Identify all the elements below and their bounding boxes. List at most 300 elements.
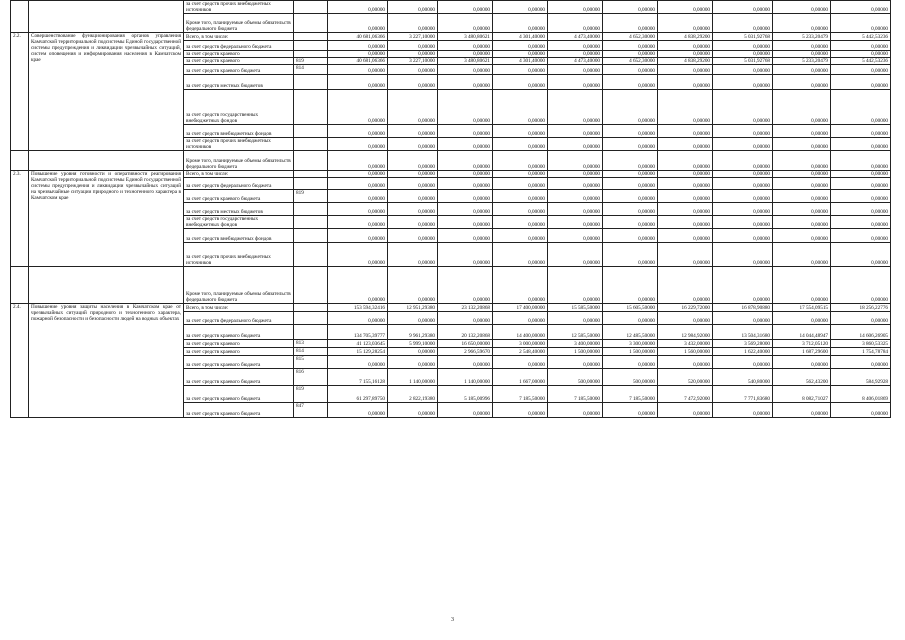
table-row — [11, 1, 891, 14]
amount-cell: 0,00000 — [713, 356, 773, 369]
amount-cell: 3 432,00000 — [658, 340, 713, 348]
amount-cell: 0,00000 — [388, 312, 438, 325]
amount-cell: 12 951,29380 — [388, 304, 438, 312]
amount-cell: 0,00000 — [773, 171, 831, 178]
amount-cell: 0,00000 — [713, 203, 773, 216]
amount-cell: 0,00000 — [493, 151, 548, 171]
item-number — [11, 151, 29, 171]
amount-cell: 0,00000 — [603, 229, 658, 243]
amount-cell: 3 300,00000 — [603, 340, 658, 348]
amount-cell: 0,00000 — [831, 203, 891, 216]
amount-cell: 0,00000 — [438, 243, 493, 267]
amount-cell: 0,00000 — [388, 151, 438, 171]
amount-cell: 12 984,92000 — [658, 325, 713, 340]
amount-cell: 12 585,50000 — [548, 325, 603, 340]
item-number — [11, 267, 29, 304]
amount-cell: 0,00000 — [438, 151, 493, 171]
amount-cell: 0,00000 — [328, 403, 388, 418]
amount-cell: 0,00000 — [658, 229, 713, 243]
item-number: 2.2. — [11, 33, 29, 151]
amount-cell: 1 667,00000 — [493, 369, 548, 386]
amount-cell: 0,00000 — [831, 171, 891, 178]
amount-cell: 0,00000 — [658, 51, 713, 58]
amount-cell: 0,00000 — [658, 312, 713, 325]
amount-cell: 0,00000 — [388, 125, 438, 138]
amount-cell: 0,00000 — [603, 267, 658, 304]
amount-cell: 0,00000 — [438, 216, 493, 229]
amount-cell: 0,00000 — [603, 403, 658, 418]
budget-code: 814 — [294, 65, 328, 75]
amount-cell: 0,00000 — [658, 190, 713, 203]
amount-cell: 0,00000 — [603, 125, 658, 138]
amount-cell: 41 123,03645 — [328, 340, 388, 348]
amount-cell: 0,00000 — [773, 312, 831, 325]
amount-cell: 0,00000 — [603, 14, 658, 33]
amount-cell: 1 140,00000 — [388, 369, 438, 386]
amount-cell: 14 606,26905 — [831, 325, 891, 340]
amount-cell: 0,00000 — [548, 178, 603, 190]
amount-cell: 0,00000 — [658, 125, 713, 138]
funding-source: Всего, в том числе: — [184, 171, 294, 178]
amount-cell: 0,00000 — [328, 312, 388, 325]
amount-cell: 134 705,39777 — [328, 325, 388, 340]
amount-cell: 0,00000 — [438, 190, 493, 203]
amount-cell: 0,00000 — [548, 203, 603, 216]
amount-cell: 5 442,53236 — [831, 33, 891, 41]
amount-cell: 4 301,40000 — [493, 33, 548, 41]
amount-cell: 0,00000 — [438, 178, 493, 190]
amount-cell: 0,00000 — [388, 216, 438, 229]
amount-cell: 0,00000 — [548, 356, 603, 369]
amount-cell: 0,00000 — [773, 229, 831, 243]
amount-cell: 1 622,40000 — [713, 348, 773, 356]
budget-code — [294, 229, 328, 243]
amount-cell: 0,00000 — [831, 403, 891, 418]
amount-cell: 8 082,71027 — [773, 386, 831, 403]
funding-source: за счет средств прочих внебюджетных источников — [184, 1, 294, 14]
budget-table — [10, 0, 891, 418]
amount-cell: 0,00000 — [493, 65, 548, 75]
amount-cell: 0,00000 — [603, 138, 658, 151]
amount-cell: 0,00000 — [831, 41, 891, 51]
amount-cell: 0,00000 — [831, 138, 891, 151]
amount-cell: 0,00000 — [658, 243, 713, 267]
amount-cell: 0,00000 — [388, 14, 438, 33]
amount-cell: 0,00000 — [493, 178, 548, 190]
budget-code: 847 — [294, 403, 328, 418]
amount-cell: 0,00000 — [773, 90, 831, 125]
amount-cell: 5 031,92768 — [713, 33, 773, 41]
amount-cell: 0,00000 — [773, 203, 831, 216]
amount-cell: 0,00000 — [328, 356, 388, 369]
amount-cell: 0,00000 — [658, 90, 713, 125]
budget-code: 813 — [294, 340, 328, 348]
budget-code — [294, 312, 328, 325]
amount-cell: 1 754,78784 — [831, 348, 891, 356]
amount-cell: 0,00000 — [603, 75, 658, 90]
amount-cell: 0,00000 — [773, 125, 831, 138]
amount-cell: 40 681,06366 — [328, 58, 388, 65]
budget-code — [294, 178, 328, 190]
amount-cell: 0,00000 — [658, 203, 713, 216]
amount-cell: 14 400,00000 — [493, 325, 548, 340]
amount-cell: 0,00000 — [713, 151, 773, 171]
amount-cell: 16 878,90880 — [713, 304, 773, 312]
amount-cell: 0,00000 — [493, 75, 548, 90]
amount-cell: 2 548,40000 — [493, 348, 548, 356]
amount-cell: 61 297,89750 — [328, 386, 388, 403]
funding-source: за счет средств внебюджетных фондов — [184, 229, 294, 243]
funding-source: Всего, в том числе: — [184, 33, 294, 41]
amount-cell: 0,00000 — [603, 171, 658, 178]
measure-description: Совершенствование функционирования органов управления Камчатской территориальной подсистемы Единой государственной системы предупреждения и ликвидации чрезвычайных ситуаций, систем оповещения и информирования населения в Камчатском крае — [29, 33, 184, 151]
amount-cell: 0,00000 — [831, 75, 891, 90]
amount-cell: 0,00000 — [328, 216, 388, 229]
amount-cell: 0,00000 — [658, 75, 713, 90]
funding-source: за счет средств федерального бюджета — [184, 178, 294, 190]
amount-cell: 3 860,53325 — [831, 340, 891, 348]
budget-code: 819 — [294, 58, 328, 65]
amount-cell: 7 185,50000 — [548, 386, 603, 403]
amount-cell: 0,00000 — [831, 178, 891, 190]
amount-cell: 0,00000 — [493, 243, 548, 267]
budget-table-body — [11, 1, 891, 418]
amount-cell: 0,00000 — [328, 14, 388, 33]
funding-source: за счет средств местных бюджетов — [184, 75, 294, 90]
amount-cell: 0,00000 — [603, 203, 658, 216]
amount-cell: 5 999,10000 — [388, 340, 438, 348]
amount-cell: 0,00000 — [713, 178, 773, 190]
amount-cell: 0,00000 — [658, 151, 713, 171]
amount-cell: 0,00000 — [328, 190, 388, 203]
amount-cell: 0,00000 — [658, 14, 713, 33]
amount-cell: 0,00000 — [713, 403, 773, 418]
amount-cell: 0,00000 — [548, 312, 603, 325]
amount-cell: 3 712,05120 — [773, 340, 831, 348]
budget-code: 814 — [294, 348, 328, 356]
budget-code — [294, 33, 328, 41]
amount-cell: 0,00000 — [831, 51, 891, 58]
funding-source: за счет средств краевого бюджета — [184, 403, 294, 418]
amount-cell: 0,00000 — [713, 51, 773, 58]
funding-source: за счет средств государственных внебюджетных фондов — [184, 216, 294, 229]
funding-source: за счет средств прочих внебюджетных источников — [184, 243, 294, 267]
funding-source: за счет средств федерального бюджета — [184, 312, 294, 325]
funding-source: за счет средств краевого — [184, 51, 294, 58]
amount-cell: 4 838,29200 — [658, 58, 713, 65]
amount-cell: 584,92928 — [831, 369, 891, 386]
amount-cell: 4 838,29200 — [658, 33, 713, 41]
amount-cell: 0,00000 — [328, 90, 388, 125]
amount-cell: 0,00000 — [713, 41, 773, 51]
amount-cell: 0,00000 — [831, 216, 891, 229]
amount-cell: 0,00000 — [773, 151, 831, 171]
amount-cell: 3 227,10000 — [388, 33, 438, 41]
amount-cell: 18 256,22776 — [831, 304, 891, 312]
amount-cell: 540,80000 — [713, 369, 773, 386]
item-number — [11, 1, 29, 33]
amount-cell: 4 473,40000 — [548, 33, 603, 41]
amount-cell: 12 485,50000 — [603, 325, 658, 340]
amount-cell: 0,00000 — [658, 171, 713, 178]
amount-cell: 0,00000 — [658, 178, 713, 190]
amount-cell: 0,00000 — [438, 51, 493, 58]
amount-cell: 0,00000 — [658, 403, 713, 418]
amount-cell: 3 480,80621 — [438, 33, 493, 41]
amount-cell: 0,00000 — [713, 1, 773, 14]
budget-code — [294, 325, 328, 340]
amount-cell: 153 594,32416 — [328, 304, 388, 312]
amount-cell: 0,00000 — [493, 267, 548, 304]
amount-cell: 0,00000 — [388, 229, 438, 243]
funding-source: за счет средств государственных внебюджетных фондов — [184, 90, 294, 125]
amount-cell: 0,00000 — [388, 51, 438, 58]
amount-cell: 0,00000 — [328, 125, 388, 138]
amount-cell: 0,00000 — [773, 138, 831, 151]
table-row — [11, 151, 891, 171]
amount-cell: 0,00000 — [713, 267, 773, 304]
funding-source: за счет средств краевого бюджета — [184, 65, 294, 75]
amount-cell: 0,00000 — [713, 229, 773, 243]
amount-cell: 5 185,00996 — [438, 386, 493, 403]
amount-cell: 0,00000 — [438, 41, 493, 51]
amount-cell: 7 155,16128 — [328, 369, 388, 386]
amount-cell: 0,00000 — [493, 403, 548, 418]
amount-cell: 5 031,92768 — [713, 58, 773, 65]
amount-cell: 17 400,00000 — [493, 304, 548, 312]
measure-description: Повышение уровня защиты населения в Камчатском крае от чрезвычайных ситуаций природного и техногенного характера, пожарной безопасности и безопасности людей на водных объектах — [29, 304, 184, 418]
amount-cell: 0,00000 — [493, 125, 548, 138]
amount-cell: 0,00000 — [548, 125, 603, 138]
amount-cell: 0,00000 — [548, 229, 603, 243]
amount-cell: 0,00000 — [713, 312, 773, 325]
amount-cell: 0,00000 — [493, 51, 548, 58]
amount-cell: 15 605,50000 — [603, 304, 658, 312]
amount-cell: 0,00000 — [713, 243, 773, 267]
amount-cell: 0,00000 — [713, 90, 773, 125]
amount-cell: 0,00000 — [328, 203, 388, 216]
amount-cell: 0,00000 — [773, 190, 831, 203]
amount-cell: 0,00000 — [603, 41, 658, 51]
budget-table-sheet — [10, 0, 890, 418]
amount-cell: 0,00000 — [438, 125, 493, 138]
amount-cell: 0,00000 — [328, 171, 388, 178]
amount-cell: 0,00000 — [548, 243, 603, 267]
funding-source: за счет средств внебюджетных фондов — [184, 125, 294, 138]
amount-cell: 0,00000 — [603, 178, 658, 190]
amount-cell: 0,00000 — [773, 41, 831, 51]
amount-cell: 3 000,00000 — [493, 340, 548, 348]
amount-cell: 0,00000 — [548, 171, 603, 178]
amount-cell: 0,00000 — [493, 356, 548, 369]
amount-cell: 0,00000 — [713, 171, 773, 178]
amount-cell: 7 771,83680 — [713, 386, 773, 403]
amount-cell: 16 650,00000 — [438, 340, 493, 348]
amount-cell: 0,00000 — [438, 203, 493, 216]
amount-cell: 0,00000 — [831, 125, 891, 138]
amount-cell: 0,00000 — [773, 1, 831, 14]
amount-cell: 0,00000 — [603, 151, 658, 171]
amount-cell: 0,00000 — [388, 203, 438, 216]
amount-cell: 0,00000 — [388, 348, 438, 356]
amount-cell: 0,00000 — [388, 1, 438, 14]
amount-cell: 5 442,53236 — [831, 58, 891, 65]
amount-cell: 0,00000 — [493, 216, 548, 229]
amount-cell: 0,00000 — [388, 243, 438, 267]
amount-cell: 0,00000 — [831, 1, 891, 14]
budget-code — [294, 243, 328, 267]
amount-cell: 0,00000 — [658, 356, 713, 369]
amount-cell: 0,00000 — [713, 138, 773, 151]
amount-cell: 0,00000 — [328, 65, 388, 75]
amount-cell: 0,00000 — [388, 190, 438, 203]
measure-description — [29, 267, 184, 304]
amount-cell: 0,00000 — [438, 1, 493, 14]
amount-cell: 0,00000 — [328, 267, 388, 304]
amount-cell: 0,00000 — [388, 90, 438, 125]
amount-cell: 4 301,40000 — [493, 58, 548, 65]
amount-cell: 0,00000 — [713, 75, 773, 90]
amount-cell: 20 132,20868 — [438, 325, 493, 340]
amount-cell: 0,00000 — [831, 356, 891, 369]
amount-cell: 0,00000 — [548, 41, 603, 51]
amount-cell: 0,00000 — [548, 138, 603, 151]
funding-source: за счет средств местных бюджетов — [184, 203, 294, 216]
amount-cell: 0,00000 — [438, 65, 493, 75]
amount-cell: 0,00000 — [658, 41, 713, 51]
amount-cell: 520,00000 — [658, 369, 713, 386]
budget-code — [294, 125, 328, 138]
amount-cell: 0,00000 — [438, 356, 493, 369]
amount-cell: 0,00000 — [388, 403, 438, 418]
amount-cell: 0,00000 — [493, 14, 548, 33]
amount-cell: 0,00000 — [831, 190, 891, 203]
amount-cell: 0,00000 — [328, 151, 388, 171]
amount-cell: 0,00000 — [548, 14, 603, 33]
amount-cell: 9 961,29380 — [388, 325, 438, 340]
budget-code: 815 — [294, 356, 328, 369]
funding-source: за счет средств федерального бюджета — [184, 41, 294, 51]
funding-source: за счет средств краевого бюджета — [184, 190, 294, 203]
amount-cell: 1 500,00000 — [548, 348, 603, 356]
amount-cell: 0,00000 — [603, 51, 658, 58]
amount-cell: 0,00000 — [493, 190, 548, 203]
amount-cell: 0,00000 — [438, 312, 493, 325]
amount-cell: 0,00000 — [548, 65, 603, 75]
amount-cell: 0,00000 — [773, 178, 831, 190]
amount-cell: 3 400,00000 — [548, 340, 603, 348]
amount-cell: 0,00000 — [713, 14, 773, 33]
amount-cell: 0,00000 — [773, 216, 831, 229]
amount-cell: 0,00000 — [603, 90, 658, 125]
amount-cell: 0,00000 — [603, 356, 658, 369]
budget-code — [294, 171, 328, 178]
budget-code — [294, 14, 328, 33]
amount-cell: 0,00000 — [831, 312, 891, 325]
amount-cell: 0,00000 — [493, 171, 548, 178]
amount-cell: 0,00000 — [773, 403, 831, 418]
funding-source: за счет средств краевого бюджета — [184, 386, 294, 403]
amount-cell: 0,00000 — [493, 90, 548, 125]
funding-source: за счет средств прочих внебюджетных источников — [184, 138, 294, 151]
amount-cell: 2 822,19380 — [388, 386, 438, 403]
budget-code — [294, 304, 328, 312]
amount-cell: 0,00000 — [773, 75, 831, 90]
table-row — [11, 33, 891, 41]
amount-cell: 1 560,00000 — [658, 348, 713, 356]
amount-cell: 0,00000 — [438, 138, 493, 151]
budget-code — [294, 41, 328, 51]
amount-cell: 0,00000 — [328, 138, 388, 151]
amount-cell: 0,00000 — [773, 14, 831, 33]
amount-cell: 16 229,72000 — [658, 304, 713, 312]
amount-cell: 0,00000 — [388, 178, 438, 190]
amount-cell: 15 585,50000 — [548, 304, 603, 312]
amount-cell: 0,00000 — [713, 216, 773, 229]
amount-cell: 0,00000 — [548, 190, 603, 203]
amount-cell: 1 687,29600 — [773, 348, 831, 356]
amount-cell: 3 480,80621 — [438, 58, 493, 65]
budget-code — [294, 267, 328, 304]
amount-cell: 0,00000 — [438, 75, 493, 90]
amount-cell: 40 681,06366 — [328, 33, 388, 41]
amount-cell: 0,00000 — [493, 138, 548, 151]
amount-cell: 5 233,20479 — [773, 33, 831, 41]
amount-cell: 0,00000 — [328, 51, 388, 58]
amount-cell: 0,00000 — [773, 65, 831, 75]
amount-cell: 0,00000 — [388, 65, 438, 75]
amount-cell: 0,00000 — [831, 90, 891, 125]
amount-cell: 0,00000 — [603, 65, 658, 75]
amount-cell: 0,00000 — [438, 171, 493, 178]
amount-cell: 0,00000 — [603, 243, 658, 267]
amount-cell: 0,00000 — [548, 90, 603, 125]
budget-code — [294, 1, 328, 14]
amount-cell: 0,00000 — [548, 403, 603, 418]
amount-cell: 1 140,00000 — [438, 369, 493, 386]
measure-description — [29, 1, 184, 33]
budget-code — [294, 51, 328, 58]
amount-cell: 5 233,20479 — [773, 58, 831, 65]
funding-source: за счет средств краевого — [184, 340, 294, 348]
amount-cell: 0,00000 — [438, 90, 493, 125]
amount-cell: 0,00000 — [831, 151, 891, 171]
amount-cell: 8 406,01869 — [831, 386, 891, 403]
amount-cell: 0,00000 — [493, 1, 548, 14]
amount-cell: 23 132,20868 — [438, 304, 493, 312]
amount-cell: 0,00000 — [388, 171, 438, 178]
funding-source: за счет средств краевого — [184, 348, 294, 356]
amount-cell: 0,00000 — [603, 216, 658, 229]
budget-code — [294, 216, 328, 229]
amount-cell: 0,00000 — [328, 75, 388, 90]
amount-cell: 0,00000 — [438, 229, 493, 243]
amount-cell: 0,00000 — [773, 267, 831, 304]
amount-cell: 0,00000 — [548, 151, 603, 171]
funding-source: Кроме того, планируемые объемы обязательств федерального бюджета — [184, 267, 294, 304]
amount-cell: 0,00000 — [493, 203, 548, 216]
amount-cell: 0,00000 — [388, 138, 438, 151]
amount-cell: 0,00000 — [548, 267, 603, 304]
item-number: 2.4. — [11, 304, 29, 418]
amount-cell: 17 554,09515 — [773, 304, 831, 312]
amount-cell: 7 472,92000 — [658, 386, 713, 403]
funding-source: за счет средств краевого бюджета — [184, 356, 294, 369]
amount-cell: 2 966,59670 — [438, 348, 493, 356]
amount-cell: 0,00000 — [388, 75, 438, 90]
measure-description: Повышение уровня готовности и оперативности реагирования Камчатской территориальной подсистемы Единой государственной системы предупреждения и ликвидации чрезвычайных ситуаций на чрезвычайные ситуации природного и техногенного характера в Камчатском крае — [29, 171, 184, 267]
amount-cell: 0,00000 — [388, 267, 438, 304]
